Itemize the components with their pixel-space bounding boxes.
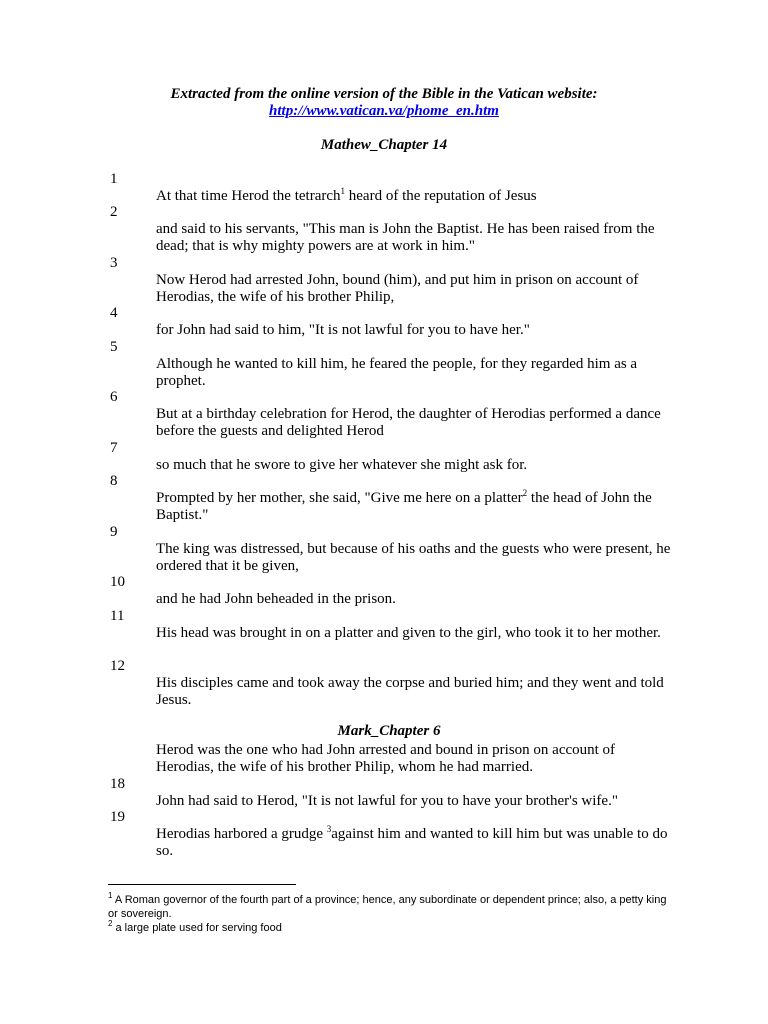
vatican-link[interactable]: http://www.vatican.va/phome_en.htm [269,103,499,119]
verse-number: 4 [110,305,118,321]
footnote-text: A Roman governor of the fourth part of a province; hence, any subordinate or dependent prince; also, a petty king or sovereign. [108,894,667,920]
verse-number: 6 [110,389,118,405]
verse-text: Now Herod had arrested John, bound (him), and put him in prison on account of Herodias, the wife of his brother Philip, [156,272,639,305]
verse-text: The king was distressed, but because of his oaths and the guests who were present, he ordered that it be given, [156,541,671,574]
verse-text: and he had John beheaded in the prison. [156,591,396,607]
verse-text [156,188,676,205]
footnote-divider [108,884,296,885]
header-link-line [0,103,768,120]
verse-number: 11 [110,608,125,624]
footnote-marker: 1 [108,891,113,900]
verse-text: His head was brought in on a platter and given to the girl, who took it to her mother. [156,625,661,641]
verse-number: 3 [110,255,118,271]
verse-text-part: against him and wanted to kill him but was unable to do so. [156,826,668,859]
verse-text-part: Herodias harbored a grudge [156,826,327,842]
verse-number: 2 [110,204,118,220]
verse-text: John had said to Herod, "It is not lawful for you to have your brother's wife." [156,793,618,809]
verse-number: 1 [110,171,118,187]
footnote-ref[interactable]: 2 [522,488,528,498]
header-text: Extracted from the online version of the Bible in the Vatican website: [170,86,598,102]
verse-number: 18 [110,776,125,792]
footnote-text: a large plate used for serving food [112,922,282,934]
document-header [0,86,768,103]
footnote-1 [108,893,668,921]
verse-text: His disciples came and took away the corpse and buried him; and they went and told Jesus. [156,675,664,708]
verse-text-part: heard of the reputation of Jesus [345,188,537,204]
verse-number: 10 [110,574,125,590]
matthew-chapter-title: Mathew_Chapter 14 [320,137,448,153]
verse-text: so much that he swore to give her whatever she might ask for. [156,457,528,473]
verse-text [156,826,676,860]
verse-text-part: Prompted by her mother, she said, "Give me here on a platter [156,490,523,506]
verse-text-part: the head of John the Baptist." [156,490,652,523]
verse-text-part: At that time Herod the tetrarch [156,188,341,204]
verse-number: 19 [110,809,125,825]
footnote-marker: 2 [108,919,113,928]
verse-text: Although he wanted to kill him, he feared the people, for they regarded him as a prophet. [156,356,638,389]
verse-text [156,490,676,524]
verse-text: for John had said to him, "It is not lawful for you to have her." [156,322,530,338]
verse-number: 12 [110,658,125,674]
footnote-ref[interactable]: 1 [340,186,346,196]
mark-chapter-title: Mark_Chapter 6 [337,723,441,739]
verse-text: But at a birthday celebration for Herod, the daughter of Herodias performed a dance before the guests and delighted Herod [156,406,661,439]
verse-text: Herod was the one who had John arrested and bound in prison on account of Herodias, the wife of his brother Philip, whom he had married. [156,742,616,775]
verse-number: 5 [110,339,118,355]
footnote-2 [108,921,668,935]
verse-number: 8 [110,473,118,489]
verse-text: and said to his servants, "This man is John the Baptist. He has been raised from the dead; that is why mighty powers are at work in him." [156,221,655,254]
footnote-ref[interactable]: 3 [326,824,332,834]
verse-number: 7 [110,440,118,456]
verse-number: 9 [110,524,118,540]
